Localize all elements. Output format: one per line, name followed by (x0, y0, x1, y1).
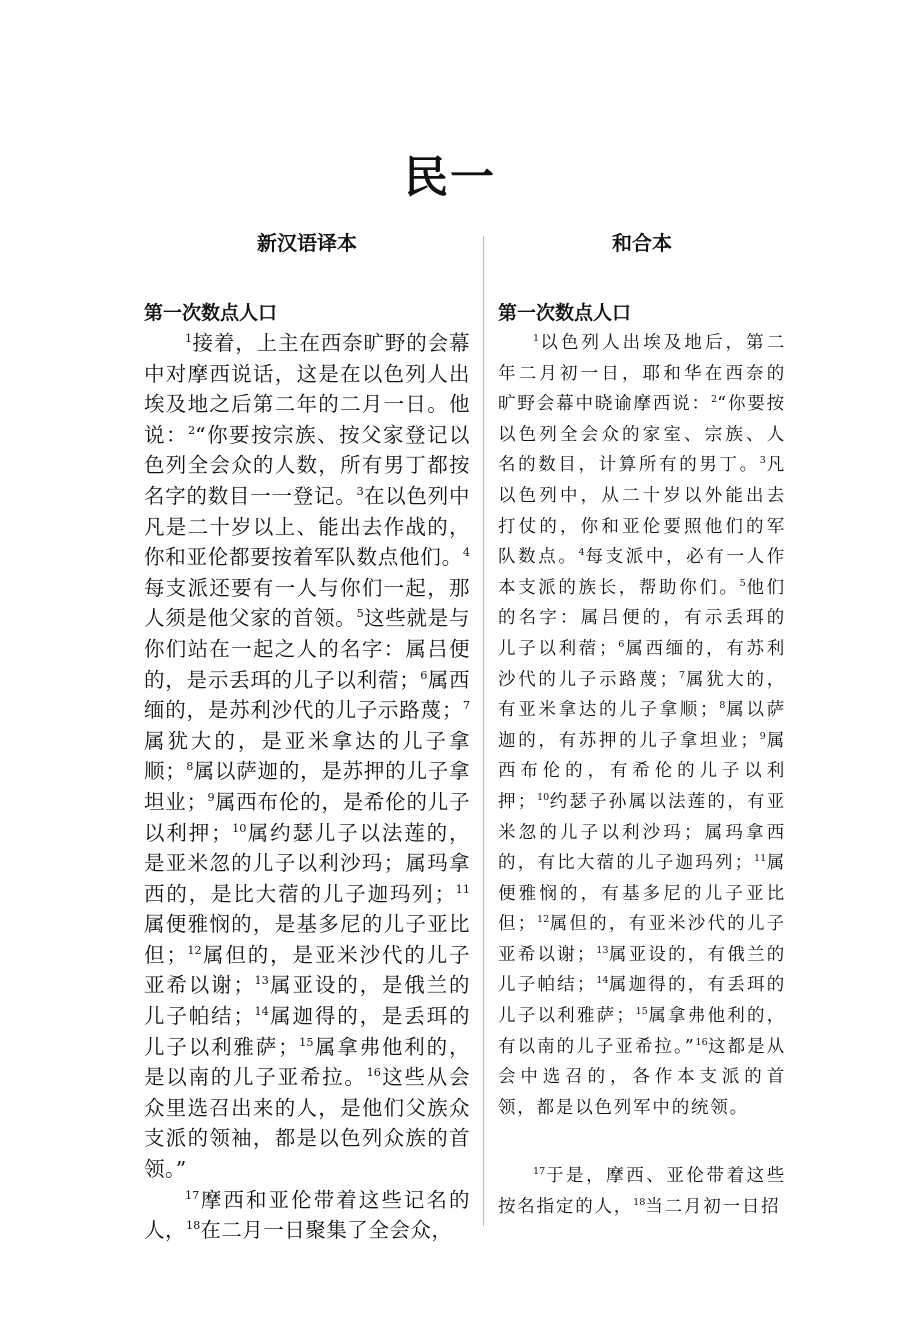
verse-number: 15 (635, 1006, 648, 1018)
verse-number: 1 (533, 333, 540, 345)
verse-text: 属以萨迦的，是苏押的儿子拿坦业； (144, 759, 471, 814)
verse-text: 约瑟子孙属以法莲的，有亚米忽的儿子以利沙玛；属玛拿西的，有比大蓿的儿子迦玛列； (498, 791, 786, 874)
scripture-text (144, 328, 470, 1246)
verse-number: 5 (739, 577, 746, 589)
verse-number: 15 (299, 1035, 314, 1049)
verse-number: 12 (187, 944, 202, 958)
verse-number: 8 (719, 700, 726, 712)
verse-text: 接着，上主在西奈旷野的会幕中对摩西说话，这是在以色列人出埃及地之后第二年的二月一日。他说： (144, 331, 470, 447)
verse-text: 属西布伦的，有希伦的儿子以利押； (498, 730, 786, 812)
verse-text: 属西缅的，是苏利沙代的儿子示路蔑； (144, 667, 470, 723)
section-heading-census: 第一次数点人口 (498, 302, 632, 324)
verse-text: 每支派中，必有一人作本支派的族长，帮助你们。 (498, 547, 787, 598)
verse-number: 8 (186, 760, 194, 774)
verse-number: 14 (254, 1005, 269, 1019)
verse-text: 在二月一日聚集了全会众， (200, 1218, 453, 1243)
verse-number: 17 (185, 1188, 200, 1202)
verse-number: 18 (633, 1197, 646, 1209)
verse-number: 9 (759, 730, 766, 742)
verse-text: 他们的名字：属吕便的，有示丢珥的儿子以利蓿； (498, 577, 786, 659)
verse-number: 5 (356, 607, 364, 621)
verse-text: 属西布伦的，是希伦的儿子以利押； (144, 789, 470, 845)
verse-text: 属亚设的，是俄兰的儿子帕结； (144, 973, 471, 1029)
verse-number: 18 (186, 1219, 201, 1233)
column-new-chinese-version (144, 228, 470, 1246)
verse-text: 凡以色列中，从二十岁以外能出去打仗的，你和亚伦要照他们的军队数点。 (498, 455, 786, 568)
verse-number: 7 (462, 699, 470, 713)
verse-number: 3 (759, 455, 766, 467)
verse-number: 6 (618, 639, 625, 651)
verse-number: 1 (185, 332, 193, 346)
column-divider (483, 236, 484, 1226)
verse-text: 属但的，有亚米沙代的儿子亚希以谢； (498, 914, 786, 965)
verse-number: 6 (420, 668, 428, 682)
verse-number: 12 (537, 914, 550, 926)
verse-number: 11 (455, 882, 470, 896)
verse-number: 7 (678, 669, 686, 681)
verse-number: 13 (254, 974, 269, 988)
verse-text: 当二月初一日招 (645, 1197, 781, 1218)
verse-text: 属迦得的，是丢珥的儿子以利雅萨； (144, 1004, 471, 1059)
verse-text: 属便雅悯的，是基多尼的儿子亚比但； (144, 912, 470, 967)
column-header-new-chinese-version: 新汉语译本 (257, 231, 357, 255)
verse-number: 11 (754, 853, 767, 865)
verse-number: 16 (695, 1036, 708, 1048)
verse-text: 这些从会众里选召出来的人，是他们父族众支派的领袖，都是以色列众族的首领。” (144, 1065, 471, 1182)
verse-text: 属亚设的，有俄兰的儿子帕结； (498, 944, 787, 996)
verse-number: 3 (356, 485, 364, 499)
verse-text: “你要按宗族、按父家登记以色列全会众的人数，所有男丁都按名字的数目一一登记。 (144, 422, 471, 508)
scripture-text (498, 328, 786, 1223)
verse-text: 属但的，是亚米沙代的儿子亚希以谢； (144, 942, 471, 998)
verse-number: 16 (366, 1066, 381, 1080)
verse-text: “你要按以色列全会众的家室、宗族、人名的数目，计算所有的男丁。 (498, 394, 786, 476)
verse-text: 属拿弗他利的，是以南的儿子亚希拉。 (144, 1034, 471, 1090)
verse-text: 属西缅的，有苏利沙代的儿子示路蔑； (498, 638, 786, 690)
column-union-version (498, 228, 786, 1223)
verse-text: 属拿弗他利的，有以南的儿子亚希拉。” (498, 1006, 786, 1057)
verse-text: 属犹大的，有亚米拿达的儿子拿顺； (498, 669, 787, 721)
verse-number: 4 (462, 546, 470, 560)
verse-number: 9 (207, 791, 215, 805)
verse-number: 14 (596, 975, 609, 987)
verse-number: 10 (232, 821, 247, 835)
paragraph (498, 328, 786, 1123)
verse-text: 这些就是与你们站在一起之人的名字：属吕便的，是示丢珥的儿子以利蓿； (144, 606, 471, 692)
verse-text: 摩西和亚伦带着这些记名的人， (144, 1187, 470, 1243)
verse-text: 于是，摩西、亚伦带着这些按名指定的人， (498, 1166, 786, 1218)
verse-text: 这都是从会中选召的，各作本支派的首领，都是以色列军中的统领。 (498, 1036, 786, 1118)
verse-text: 以色列人出埃及地后，第二年二月初一日，耶和华在西奈的旷野会幕中晓谕摩西说： (498, 333, 786, 415)
page-title: 民一 (404, 152, 496, 203)
verse-text: 在以色列中凡是二十岁以上、能出去作战的，你和亚伦都要按着军队数点他们。 (144, 483, 471, 570)
verse-number: 13 (596, 945, 609, 957)
section-heading-census: 第一次数点人口 (144, 302, 278, 324)
paragraph (144, 328, 470, 1185)
verse-text: 属便雅悯的，有基多尼的儿子亚比但； (498, 853, 786, 935)
column-header-union-version: 和合本 (612, 231, 672, 255)
verse-text: 属以萨迦的，有苏押的儿子拿坦业； (498, 700, 786, 751)
verse-text: 每支派还要有一人与你们一起，那人须是他父家的首领。 (144, 575, 470, 631)
verse-number: 2 (187, 423, 196, 437)
verse-number: 17 (533, 1166, 546, 1178)
paragraph (498, 1161, 786, 1222)
verse-text: 属犹大的，是亚米拿达的儿子拿顺； (144, 728, 470, 784)
verse-number: 10 (537, 792, 550, 804)
verse-number: 4 (578, 547, 585, 559)
paragraph (144, 1185, 470, 1246)
verse-text: 属迦得的，有丢珥的儿子以利雅萨； (498, 975, 787, 1027)
verse-text: 属约瑟儿子以法莲的，是亚米忽的儿子以利沙玛；属玛拿西的，是比大蓿的儿子迦玛列； (144, 820, 471, 906)
verse-number: 2 (711, 394, 718, 406)
